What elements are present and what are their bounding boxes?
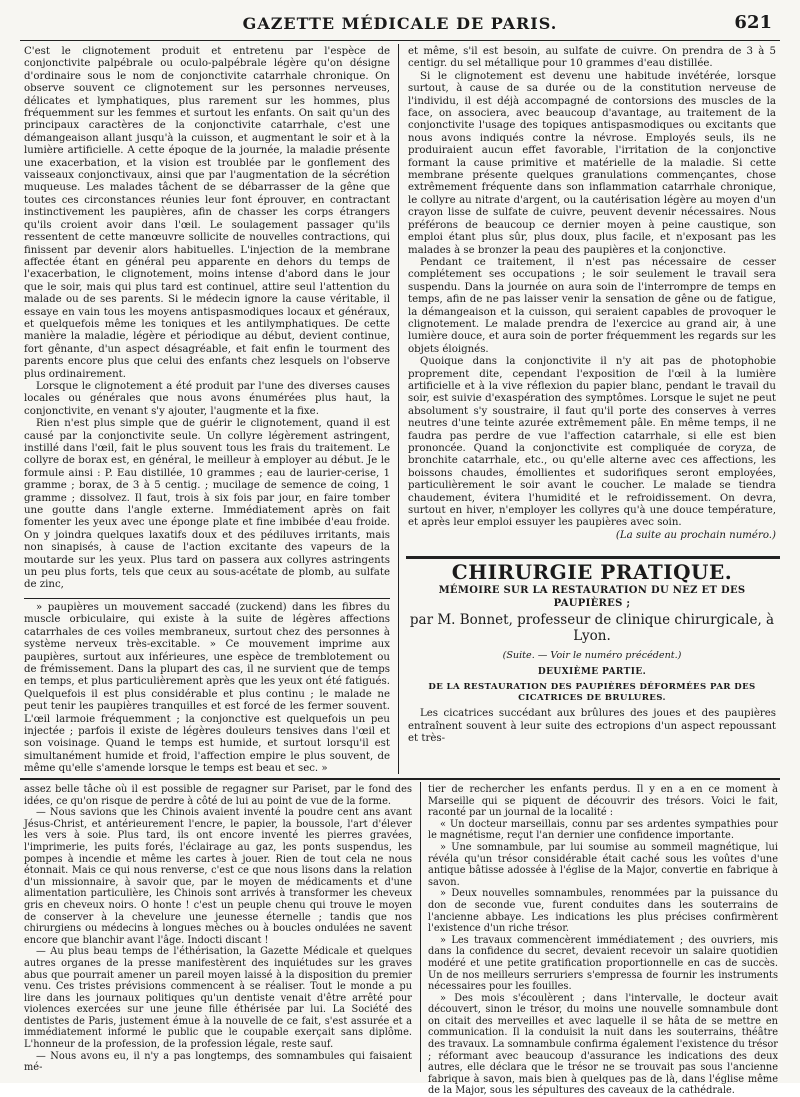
section-title: CHIRURGIE PRATIQUE.: [451, 560, 733, 584]
paragraph: » Deux nouvelles somnambules, renommées par la puissance du don de seconde vue, furent conduites dans les souterrains de l'ancienne abbaye. Les indications les plus précises confirmèrent l'existence d'un riche trésor.: [428, 888, 778, 935]
section-rule: [406, 556, 780, 559]
page-header: [20, 14, 780, 36]
paragraph: et même, s'il est besoin, au sulfate de cuivre. On prendra de 3 à 5 centigr. du sel métallique pour 10 grammes d'eau distillée.: [408, 46, 776, 70]
paragraph: Quoique dans la conjonctivite il n'y ait pas de photophobie proprement dite, cependant l'exposition de l'œil à la lumière artificielle et à la vive réflexion du papier blanc, pendant le travail du soir, est suivie d'exaspération des symptômes. Lorsque le sujet ne peut absolument s'y soustraire, il faut qu'il porte des conserves à verres neutres d'une teinte azurée extrêmement pâle. En même temps, il ne faudra pas perdre de vue l'affection catarrhale, si elle est bien prononcée. Quand la conjonctivite est compliquée de coryza, de bronchite catarrhale, etc., ou qu'elle alterne avec ces affections, les boissons chaudes, émollientes et sudorifiques seront employées, particulièrement le soir avant le coucher. Le malade se tiendra chaudement, évitera l'humidité et le refroidissement. On devra, surtout en hiver, n'employer les collyres qu'à une douce température, et après leur emploi essuyer les paupières avec soin.: [408, 356, 776, 529]
feuilleton-rule: [20, 778, 780, 780]
author-line: par M. Bonnet, professeur de clinique chirurgicale, à Lyon.: [409, 612, 775, 645]
top-left-column: [24, 46, 390, 594]
paragraph: C'est le clignotement produit et entretenu par l'espèce de conjonctivite palpébrale ou oculo-palpébrale légère qu'on désigne d'ordinaire sous le nom de conjonctivite catarrhale chronique. On observe souvent ce clignotement sur les personnes nerveuses, délicates et lymphatiques, plus rarement sur les hommes, plus fréquemment sur les femmes et surtout les enfants. On sait qu'un des principaux caractères de la conjonctivite catarrhale, c'est une démangeaison allant jusqu'à la cuisson, et augmentant le soir et à la lumière artificielle. A cette époque de la journée, la maladie présente une exacerbation, et la vision est troublée par le gonflement des vaisseaux conjonctivaux, ainsi que par l'augmentation de la sécrétion muqueuse. Les malades tâchent de se débarrasser de la gêne que toutes ces circonstances réunies leur font éprouver, en contractant instinctivement les paupières, afin de chasser les corps étrangers qu'ils croient avoir dans l'œil. Le soulagement passager qu'ils ressentent de cette manœuvre sollicite de nouvelles contractions, qui finissent par devenir alors habituelles. L'injection de la membrane affectée étant en général peu apparente en dehors du temps de l'exacerbation, le clignotement, moins intense d'abord dans le jour que le soir, mais qui plus tard est continuel, attire seul l'attention du malade ou de ses parents. Si le médecin ignore la cause véritable, il essaye en vain tous les moyens antispasmodiques locaux et généraux, et quelquefois même les toniques et les antilymphatiques. De cette manière la maladie, légère et périodique au début, devient continue, fort gênante, d'un aspect désagréable, et fait enfin le tourment des parents encore plus que celui des enfants chez lesquels on l'observe plus ordinairement.: [24, 46, 390, 380]
chirurgie-section: [408, 562, 776, 776]
paragraph: — Nous savions que les Chinois avaient inventé la poudre cent ans avant Jésus-Christ, et antérieurement l'encre, le papier, la boussole, l'art d'élever les vers à soie. Plus tard, ils ont encore inventé les pierres gravées, l'imprimerie, les puits forés, l'éclairage au gaz, les ponts suspendus, les pompes à incendie et même les cartes à jouer. Rien de tout cela ne nous étonnait. Mais ce qui nous renverse, c'est ce que nous lisons dans la relation d'un missionnaire, à savoir que, par le moyen de médicaments et d'une alimentation particulière, les Chinois sont arrivés à transformer les cheveux gris en cheveux noirs. O honte ! c'est un peuple chenu qui trouve le moyen de conserver à la chevelure une jeunesse éternelle ; tandis que nos chirurgiens ou médecins à longues mèches ou à boucles ondulées ne savent encore que blanchir avant l'âge. Indocti discant !: [24, 807, 412, 946]
paragraph: — Au plus beau temps de l'éthérisation, la Gazette Médicale et quelques autres organes de la presse manifestèrent des inquiétudes sur les graves abus que pourrait amener un pareil moyen laissé à la disposition du premier venu. Ces tristes prévisions commencent à se réaliser. Tout le monde a pu lire dans les journaux politiques qu'un dentiste venait d'être arrêté pour violences exercées sur une jeune fille éthérisée par lui. La Société des dentistes de Paris, justement émue à la nouvelle de ce fait, s'est assurée et a immédiatement informé le public que le coupable exerçait sans diplôme. L'honneur de la profession, de la profession légale, reste sauf.: [24, 946, 412, 1051]
header-rule: [20, 40, 780, 41]
suite-text: (La suite au prochain numéro.): [615, 530, 776, 541]
paragraph: Pendant ce traitement, il n'est pas nécessaire de cesser complétement ses occupations ; le soir seulement le travail sera suspendu. Dans la journée on aura soin de l'interrompre de temps en temps, afin de ne pas laisser venir la sensation de gêne ou de fatigue, la démangeaison et la cuisson, qui seraient capables de provoquer le clignotement. Le malade prendra de l'exercice au grand air, à une lumière douce, et aura soin de porter fréquemment les regards sur les objets éloignés.: [408, 256, 776, 355]
quote-text: » paupières un mouvement saccadé (zuckend) dans les fibres du muscle orbiculaire, qui existe à la suite de légères affections catarrhales de ces voiles membraneux, surtout chez des personnes à système nerveux très-excitable. » Ce mouvement imprime aux paupières, surtout aux inférieures, une espèce de tremblotement ou de frémissement. Dans la plupart des cas, il ne survient que de temps en temps, et plus particulièrement après que les yeux ont été fatigués. Quelquefois il est plus considérable et plus continu ; le malade ne peut tenir les paupières tranquilles et est forcé de les fermer souvent. L'œil larmoie fréquemment ; la conjonctive est quelquefois un peu injectée ; parfois il existe de légères douleurs tensives dans l'œil et son voisinage. Quand le temps est humide, et surtout lorsqu'il est simultanément humide et froid, l'affection empire le plus souvent, de même qu'elle s'amende lorsque le temps est beau et sec. »: [24, 602, 390, 775]
suite-note: (Suite. — Voir le numéro précédent.): [502, 650, 682, 662]
paragraph: » Les travaux commencèrent immédiatement ; des ouvriers, mis dans la confidence du secret, devaient recevoir un salaire quotidien modéré et une petite gratification proportionnelle en cas de succès. Un de nos meilleurs serruriers s'empressa de fournir les instruments nécessaires pour les fouilles.: [428, 934, 778, 993]
footnote-quote: [24, 602, 390, 775]
bottom-right-column: [428, 784, 778, 1097]
suite-line: [408, 530, 776, 548]
paragraph: tier de rechercher les enfants perdus. Il y en a en ce moment à Marseille qui se piquent de découvrir des trésors. Voici le fait, raconté par un journal de la localité :: [428, 784, 778, 819]
paragraph: » Une somnambule, par lui soumise au sommeil magnétique, lui révéla qu'un trésor considérable était caché sous les voûtes d'une antique bâtisse adossée à l'église de la Major, convertie en fabrique à savon.: [428, 841, 778, 888]
paragraph: Lorsque le clignotement a été produit par l'une des diverses causes locales ou générales que nous avons énumérées plus haut, la conjonctivite, en venant s'y ajouter, l'augmente et la fixe.: [24, 380, 390, 417]
top-right-column: [408, 46, 776, 550]
column-divider-top: [398, 44, 399, 774]
section-heading: DE LA RESTAURATION DES PAUPIÈRES DÉFORMÉES PAR DES CICATRICES DE BRULURES.: [428, 682, 756, 704]
footnote-rule: [24, 598, 390, 599]
paragraph: Les cicatrices succédant aux brûlures des joues et des paupières entraînent souvent à leur suite des ectropions d'un aspect repoussant et très-: [408, 708, 776, 745]
bottom-left-column: [24, 784, 412, 1074]
paragraph: assez belle tâche où il est possible de regagner sur Pariset, par le fond des idées, ce qu'on risque de perdre à côté de lui au point de vue de la forme.: [24, 784, 412, 807]
paragraph: — Nous avons eu, il n'y a pas longtemps, des somnambules qui faisaient mé-: [24, 1050, 412, 1074]
column-divider-bottom: [420, 782, 421, 1072]
paragraph: Rien n'est plus simple que de guérir le clignotement, quand il est causé par la conjonctivite seule. Un collyre légèrement astringent, instillé dans l'œil, fait le plus souvent tous les frais du traitement. Le collyre de borax est, en général, le meilleur à employer au début. Je le formule ainsi : P. Eau distillée, 10 grammes ; eau de laurier-cerise, 1 gramme ; borax, de 3 à 5 centig. ; mucilage de semence de coing, 1 gramme ; dissolvez. Il faut, trois à six fois par jour, en faire tomber une goutte dans l'angle externe. Immédiatement après on fait fomenter les yeux avec une éponge plate et fine imbibée d'eau froide. On y joindra quelques laxatifs doux et des pédiluves irritants, mais non sinapisés, à cause de l'action excitante des vapeurs de la moutarde sur les yeux. Plus tard on passera aux collyres astringents un peu plus forts, tels que ceux au sous-acétate de plomb, au sulfate de zinc,: [24, 418, 390, 591]
paragraph: « Un docteur marseillais, connu par ses ardentes sympathies pour le magnétisme, reçut l'an dernier une confidence importante.: [428, 818, 778, 842]
journal-title: GAZETTE MÉDICALE DE PARIS.: [242, 14, 558, 33]
paragraph: » Des mois s'écoulèrent ; dans l'intervalle, le docteur avait découvert, sinon le trésor, du moins une nouvelle somnambule dont on citait des merveilles et avec laquelle il se hâta de se mettre en communication. Il la conduisit la nuit dans les souterrains, théâtre des travaux. La somnambule confirma également l'existence du trésor ; réformant avec beaucoup d'assurance les indications des deux autres, elle déclara que le trésor ne se trouvait pas sous l'ancienne fabrique à savon, mais bien à quelques pas de là, dans l'église même de la Major, sous les sépultures des caveaux de la cathédrale.: [428, 992, 778, 1097]
memoire-title: MÉMOIRE SUR LA RESTAURATION DU NEZ ET DES PAUPIÈRES ;: [438, 585, 746, 610]
paragraph: Si le clignotement est devenu une habitude invétérée, lorsque surtout, à cause de sa durée ou de la constitution nerveuse de l'individu, il est déjà accompagné de contorsions des muscles de la face, on associera, avec beaucoup d'avantage, au traitement de la conjonctivite l'usage des topiques antispasmodiques ou excitants que nous avons indiqués contre la névrose. Employés seuls, ils ne produiraient aucun effet favorable, l'irritation de la conjonctive formant la cause primitive et matérielle de la maladie. Si cette membrane présente quelques granulations commençantes, chose extrêmement fréquente dans son inflammation catarrhale chronique, le collyre au nitrate d'argent, ou la cautérisation légère au moyen d'un crayon lisse de sulfate de cuivre, peuvent devenir nécessaires. Nous préférons de beaucoup ce dernier moyen à peine caustique, son emploi étant plus sûr, plus doux, plus facile, et n'exposant pas les malades à se bronzer la peau des paupières et la conjonctive.: [408, 70, 776, 256]
partie-heading: DEUXIÈME PARTIE.: [537, 666, 647, 677]
page-number: 621: [734, 12, 772, 33]
